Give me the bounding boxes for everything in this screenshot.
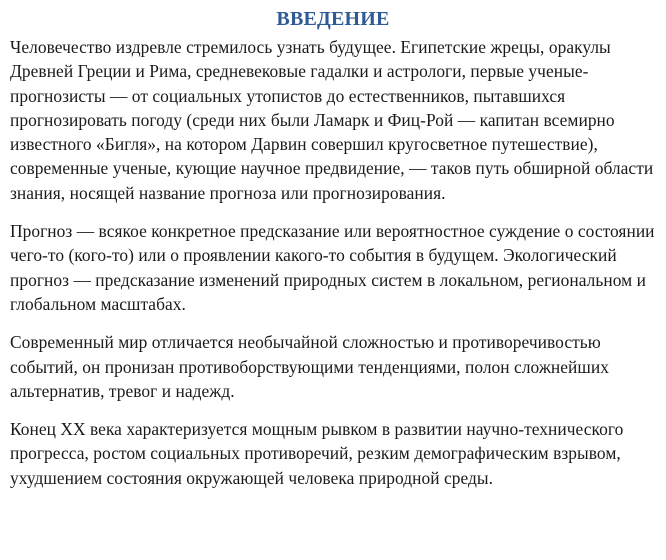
paragraph-forecast-definition: Прогноз — всякое конкретное предсказание или вероятностное суждение о состоянии чего-то (кого-то) или о проявлении какого-то события в будущем. Экологический прогноз — предсказание изменений природных систем в локальном, региональном и глобальном масштабах.: [10, 221, 655, 314]
section-title: ВВЕДЕНИЕ: [276, 8, 390, 30]
paragraph-history-of-forecasting: Человечество издревле стремилось узнать будущее. Египетские жрецы, оракулы Древней Греции и Рима, средневековые гадалки и астрологи, первые ученые-прогнозисты — от социальных утопистов до естественников, пытавшихся прогнозировать погоду (среди них были Ламарк и Фиц-Рой — капитан всемирно известного «Бигля», на котором Дарвин совершил кругосветное путешествие), современные ученые, кующие научное предвидение, — таков путь обширной области знания, носящей название прогноза или прогнозирования.: [10, 37, 654, 203]
paragraph-modern-world: Современный мир отличается необычайной сложностью и противоречивостью событий, он пронизан противоборствующими тенденциями, полон сложнейших альтернатив, тревог и надежд.: [10, 332, 609, 401]
paragraph-end-of-century: Конец XX века характеризуется мощным рывком в развитии научно-технического прогресса, ростом социальных противоречий, резким демографическим взрывом, ухудшением состояния окружающей человека природной среды.: [10, 419, 624, 488]
